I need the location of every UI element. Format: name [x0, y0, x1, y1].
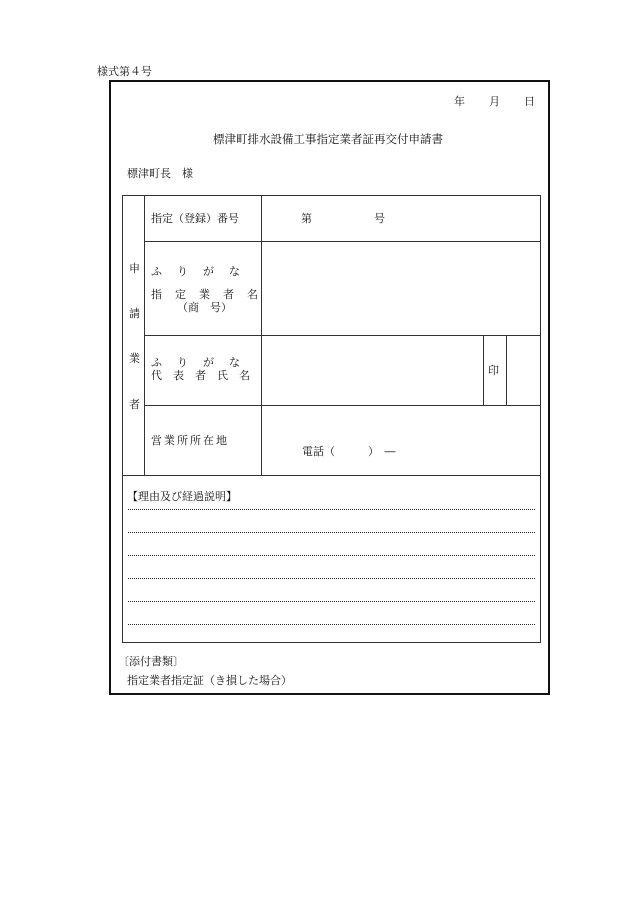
office-address-label: 営業所所在地	[151, 434, 229, 447]
business-name-label: 指 定 業 者 名	[151, 288, 259, 301]
date-year: 年	[454, 95, 465, 108]
attachments-heading: 〔添付書類〕	[118, 655, 184, 668]
applicant-char-2: 請	[129, 307, 140, 320]
reason-line-6[interactable]	[128, 624, 535, 625]
seal-mark: 印	[488, 364, 499, 377]
reason-line-4[interactable]	[128, 578, 535, 579]
reason-line-2[interactable]	[128, 532, 535, 533]
reason-line-5[interactable]	[128, 601, 535, 602]
representative-name-field[interactable]	[263, 337, 481, 403]
date-day: 日	[524, 95, 535, 108]
designation-number-prefix: 第	[301, 212, 312, 225]
applicant-char-3: 業	[129, 352, 140, 365]
attachments-item: 指定業者指定証（き損した場合）	[127, 674, 292, 687]
seal-right-divider	[506, 335, 507, 405]
applicant-char-4: 者	[129, 398, 140, 411]
reason-heading: 【理由及び経過説明】	[127, 490, 237, 503]
seal-left-divider	[483, 335, 484, 405]
row-divider-4	[122, 475, 541, 476]
form-title: 標津町排水設備工事指定業者証再交付申請書	[213, 132, 443, 146]
row-divider-3	[144, 405, 541, 406]
office-address-field[interactable]	[263, 407, 539, 473]
business-name-sub: （商 号）	[177, 301, 232, 314]
row-divider-1	[144, 241, 541, 242]
designation-number-suffix: 号	[374, 212, 385, 225]
applicant-char-1: 申	[129, 262, 140, 275]
representative-label: 代 表 者 氏 名	[151, 369, 250, 382]
date-month: 月	[489, 95, 500, 108]
office-phone: 電話（ ） ―	[302, 445, 396, 458]
business-name-field[interactable]	[263, 243, 539, 333]
business-name-furigana: ふ り が な	[151, 265, 242, 278]
reason-line-3[interactable]	[128, 555, 535, 556]
representative-furigana: ふ り が な	[151, 356, 242, 369]
designation-number-label: 指定（登録）番号	[151, 212, 239, 225]
form-number: 様式第４号	[97, 65, 152, 78]
reason-line-1[interactable]	[128, 509, 535, 510]
row-divider-2	[144, 335, 541, 336]
addressee: 標津町長 様	[127, 167, 193, 180]
